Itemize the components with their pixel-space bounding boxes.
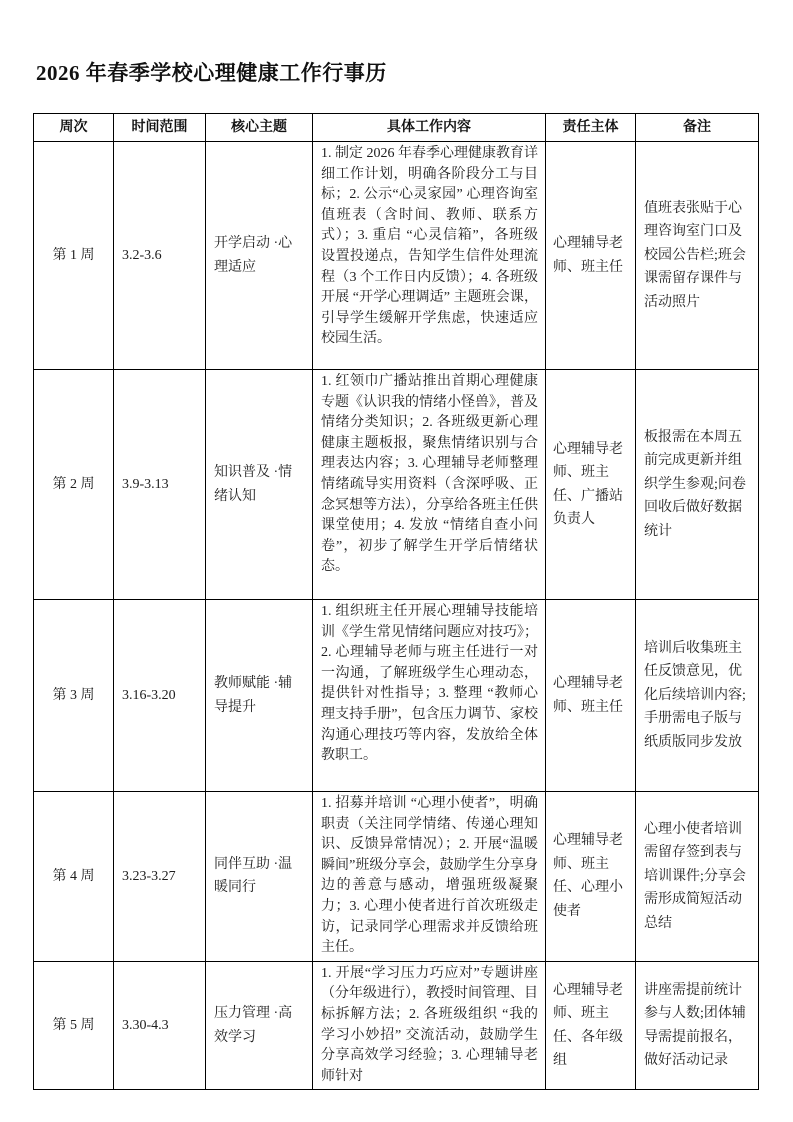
cell-content xyxy=(313,961,546,1090)
table-row xyxy=(34,792,759,962)
cell-time xyxy=(114,142,206,370)
cell-theme xyxy=(206,370,313,600)
work-calendar-table xyxy=(33,113,759,1090)
column-header: 时间范围 xyxy=(114,114,206,142)
cell-text: 心理小使者培训需留存签到表与培训课件;分享会需形成简短活动总结 xyxy=(644,821,746,931)
cell-time xyxy=(114,600,206,792)
column-header: 具体工作内容 xyxy=(313,114,546,142)
cell-text: 3.2-3.6 xyxy=(122,247,162,263)
cell-text: 教师赋能 ·辅导提升 xyxy=(214,676,293,715)
cell-text: 3.30-4.3 xyxy=(122,1017,169,1033)
cell-content xyxy=(313,792,546,962)
cell-theme xyxy=(206,792,313,962)
table-row xyxy=(34,961,759,1090)
cell-text: 第 4 周 xyxy=(52,868,95,884)
cell-notes xyxy=(636,142,759,370)
cell-content xyxy=(313,600,546,792)
cell-text: 1. 组织班主任开展心理辅导技能培训《学生常见情绪问题应对技巧》；2. 心理辅导老师与班主任进行一对一沟通，了解班级学生心理动态，提供针对性指导；3. 整理 “教师心理支持手册”，包含压力调节、家校沟通心理技巧等内容，发放给全体教职工。 xyxy=(321,604,538,764)
column-header: 周次 xyxy=(34,114,114,142)
cell-text: 开学启动 ·心理适应 xyxy=(214,236,293,275)
cell-text: 培训后收集班主任反馈意见，优化后续培训内容;手册需电子版与纸质版同步发放 xyxy=(644,640,746,750)
cell-text: 3.9-3.13 xyxy=(122,476,169,492)
cell-text: 讲座需提前统计参与人数;团体辅导需提前报名，做好活动记录 xyxy=(644,982,746,1069)
cell-notes xyxy=(636,600,759,792)
cell-text: 1. 招募并培训 “心理小使者”，明确职责（关注同学情绪、传递心理知识、反馈异常情况）；2. 开展“温暖瞬间”班级分享会，鼓励学生分享身边的善意与感动，增强班级凝聚力；3. 心理小使者进行首次班级走访，记录同学心理需求并反馈给班主任。 xyxy=(321,796,538,956)
cell-responsible xyxy=(546,792,636,962)
page-title: 2026 年春季学校心理健康工作行事历 xyxy=(36,61,387,85)
cell-text: 心理辅导老师、班主任、心理小使者 xyxy=(553,833,623,919)
cell-text: 3.16-3.20 xyxy=(122,687,176,703)
cell-week xyxy=(34,792,114,962)
cell-theme xyxy=(206,142,313,370)
cell-time xyxy=(114,792,206,962)
cell-text: 1. 开展“学习压力巧应对”专题讲座（分年级进行），教授时间管理、目标拆解方法；2. 各班级组织 “我的学习小妙招” 交流活动，鼓励学生分享高效学习经验；3. 心理辅导老师针对 xyxy=(321,965,538,1084)
cell-text: 压力管理 ·高效学习 xyxy=(214,1006,293,1045)
table-body xyxy=(34,142,759,1090)
cell-content xyxy=(313,370,546,600)
cell-responsible xyxy=(546,142,636,370)
column-header: 备注 xyxy=(636,114,759,142)
cell-notes xyxy=(636,792,759,962)
table-row xyxy=(34,600,759,792)
cell-text: 同伴互助 ·温暖同行 xyxy=(214,856,293,896)
cell-text: 第 3 周 xyxy=(52,687,95,703)
cell-text: 心理辅导老师、班主任、广播站负责人 xyxy=(553,441,623,527)
cell-responsible xyxy=(546,600,636,792)
cell-time xyxy=(114,961,206,1090)
cell-text: 心理辅导老师、班主任 xyxy=(553,676,623,715)
cell-text: 第 5 周 xyxy=(52,1017,95,1033)
cell-text: 值班表张贴于心理咨询室门口及校园公告栏;班会课需留存课件与活动照片 xyxy=(644,200,746,310)
cell-text: 3.23-3.27 xyxy=(122,868,176,884)
cell-text: 知识普及 ·情绪认知 xyxy=(214,465,293,504)
cell-text: 1. 红领巾广播站推出首期心理健康专题《认识我的情绪小怪兽》，普及情绪分类知识；2. 各班级更新心理健康主题板报，聚焦情绪识别与合理表达内容；3. 心理辅导老师整理情绪疏导实用资料（含深呼吸、正念冥想等方法），分享给各班主任供课堂使用；4. 发放 “情绪自查小问卷”，初步了解学生开学后情绪状态。 xyxy=(321,374,538,575)
cell-week xyxy=(34,961,114,1090)
column-header: 核心主题 xyxy=(206,114,313,142)
cell-content xyxy=(313,142,546,370)
cell-week xyxy=(34,370,114,600)
cell-responsible xyxy=(546,961,636,1090)
header-row xyxy=(34,114,759,142)
cell-notes xyxy=(636,961,759,1090)
cell-text: 心理辅导老师、班主任 xyxy=(553,236,623,275)
cell-text: 第 1 周 xyxy=(52,247,95,263)
column-header: 责任主体 xyxy=(546,114,636,142)
table-row xyxy=(34,370,759,600)
cell-theme xyxy=(206,961,313,1090)
cell-text: 第 2 周 xyxy=(52,476,95,492)
cell-responsible xyxy=(546,370,636,600)
cell-theme xyxy=(206,600,313,792)
cell-week xyxy=(34,142,114,370)
cell-notes xyxy=(636,370,759,600)
cell-text: 板报需在本周五前完成更新并组织学生参观;问卷回收后做好数据统计 xyxy=(644,429,746,539)
table-row xyxy=(34,142,759,370)
cell-week xyxy=(34,600,114,792)
cell-time xyxy=(114,370,206,600)
cell-text: 1. 制定 2026 年春季心理健康教育详细工作计划，明确各阶段分工与目标；2. 公示“心灵家园” 心理咨询室值班表（含时间、教师、联系方式）；3. 重启 “心灵信箱”，各班级设置投递点，告知学生信件处理流程（3 个工作日内反馈）；4. 各班级开展 “开学心理调适” 主题班会课，引导学生缓解开学焦虑，快速适应校园生活。 xyxy=(321,146,538,347)
cell-text: 心理辅导老师、班主任、各年级组 xyxy=(553,982,623,1069)
